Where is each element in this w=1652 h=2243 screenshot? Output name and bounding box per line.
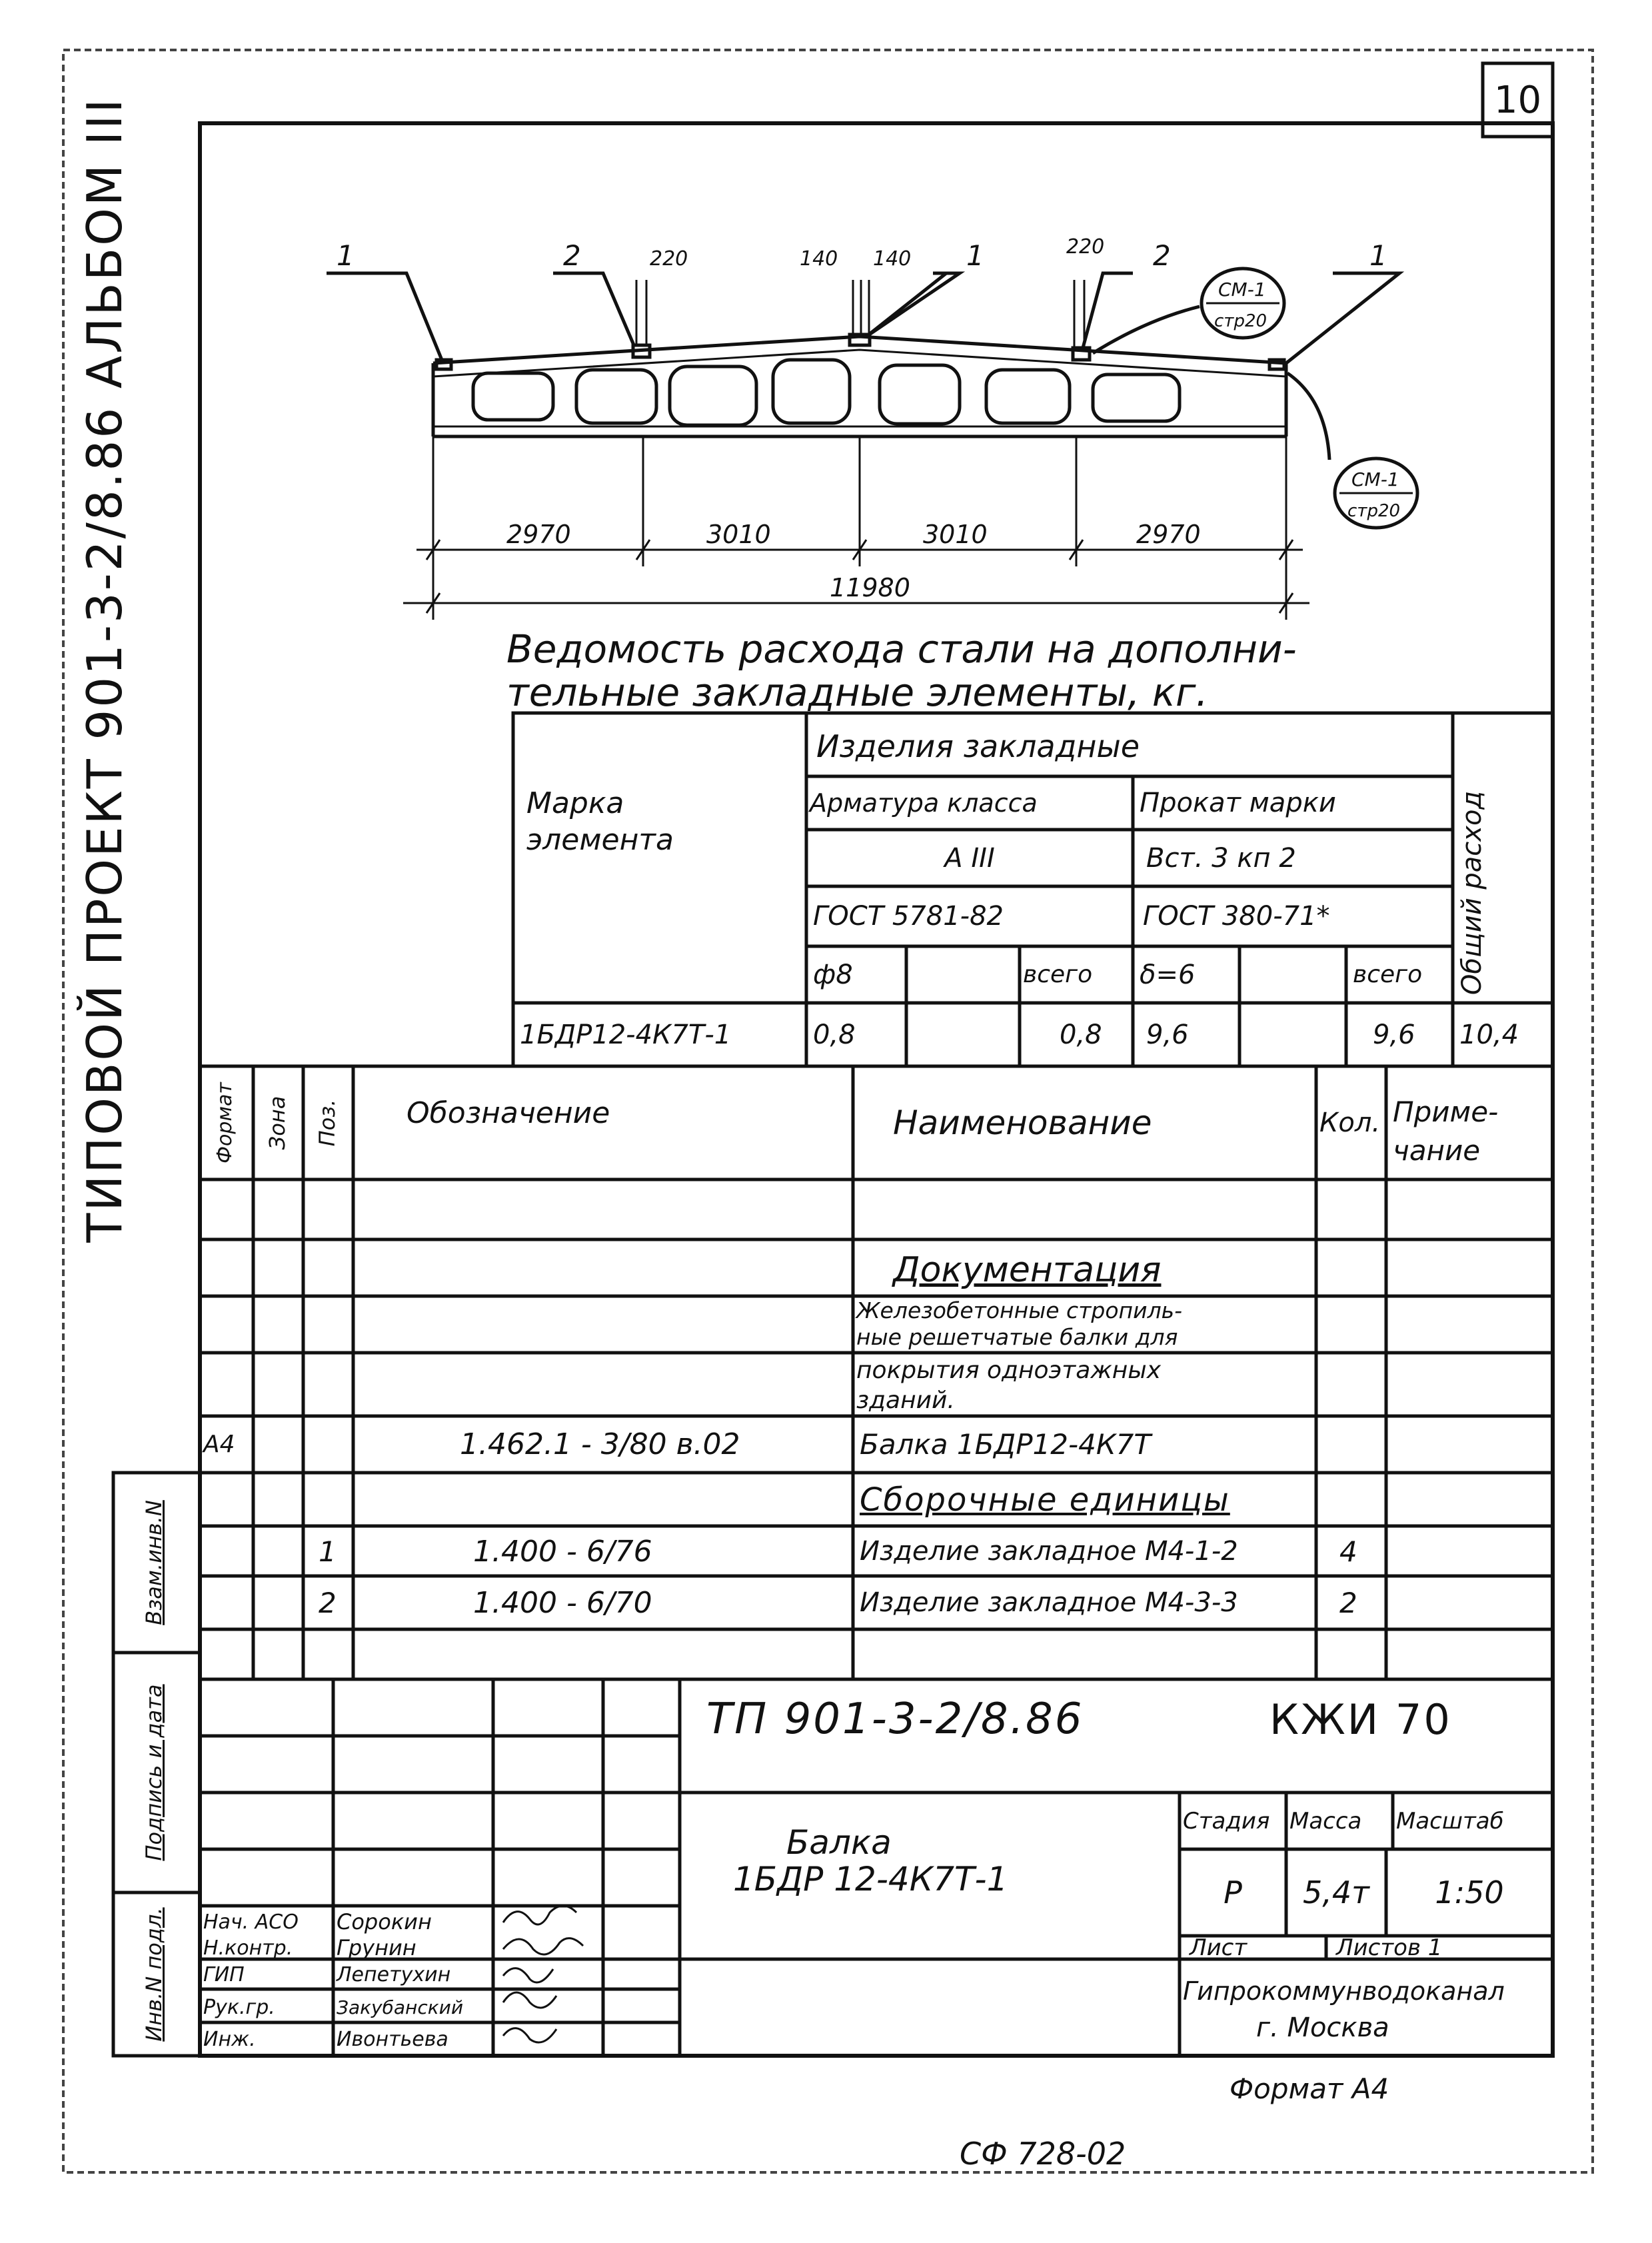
doc-code: ТП 901-3-2/8.86 (706, 1695, 1084, 1744)
r-format: А4 (203, 1431, 235, 1458)
beam-opening (670, 367, 756, 425)
scale-value: 1:50 (1435, 1874, 1504, 1910)
beam-opening (473, 373, 553, 420)
signature (503, 1992, 556, 2008)
dim-3010-right: 3010 (923, 520, 988, 549)
leader-label-1: 1 (337, 239, 355, 272)
rolled-type: Вст. 3 кп 2 (1146, 842, 1296, 874)
total-header: Общий расход (1457, 790, 1487, 996)
dim-220-right: 220 (1066, 235, 1105, 259)
beam-opening (986, 370, 1070, 423)
mass-label: Масса (1289, 1807, 1362, 1835)
ref-leader (1287, 373, 1329, 460)
row-d8: 0,8 (813, 1019, 856, 1050)
staff-role-3: ГИП (203, 1962, 245, 1986)
docs-text-3: покрытия одноэтажных (856, 1356, 1162, 1384)
signature (503, 1968, 553, 1982)
section-assembly: Сборочные единицы (860, 1481, 1230, 1519)
staff-name-3: Лепетухин (337, 1962, 451, 1986)
h-name: Наименование (893, 1104, 1152, 1142)
object-name-1: Балка (786, 1823, 892, 1862)
row-t6: 9,6 (1146, 1019, 1189, 1050)
leader-line (1286, 273, 1399, 363)
steel-table-title-1: Ведомость расхода стали на дополни- (506, 626, 1297, 672)
h-qty: Кол. (1319, 1108, 1381, 1138)
beam-opening (880, 365, 960, 424)
col-total-rebar: всего (1023, 961, 1093, 988)
margin-inv: Инв.N подл. (141, 1907, 167, 2042)
beam-opening (773, 360, 850, 423)
leader-line (1083, 273, 1133, 348)
section-docs: Документация (893, 1250, 1162, 1290)
col-d8: ф8 (813, 959, 853, 990)
dim-3010-left: 3010 (706, 520, 771, 549)
mark-header-2: элемента (526, 822, 674, 857)
h-format: Формат (213, 1082, 237, 1163)
drawing-frame (200, 123, 1553, 2056)
r-designation: 1.462.1 - 3/80 в.02 (460, 1427, 740, 1461)
leader-label-2b: 2 (1153, 239, 1171, 272)
row-total-rolled: 9,6 (1373, 1019, 1415, 1050)
item-1-qty: 4 (1339, 1535, 1357, 1568)
signature (503, 2028, 556, 2042)
item-2-designation: 1.400 - 6/70 (473, 1585, 652, 1620)
staff-role-4: Рук.гр. (203, 1995, 275, 2019)
rolled-gost: ГОСТ 380-71* (1143, 901, 1330, 932)
col-t6: δ=6 (1140, 959, 1196, 990)
r-name: Балка 1БДР12-4К7Т (860, 1428, 1152, 1461)
leader-label-2: 2 (563, 239, 581, 272)
rebar-gost: ГОСТ 5781-82 (813, 901, 1004, 932)
sheet-number: 10 (1493, 78, 1542, 122)
staff-name-1: Сорокин (337, 1909, 432, 1934)
margin-podpis: Подпись и дата (141, 1684, 167, 1861)
item-2-name: Изделие закладное М4-3-3 (860, 1587, 1238, 1618)
stage-label: Стадия (1183, 1807, 1270, 1835)
rebar-type: А III (944, 842, 995, 874)
leader-label-1c: 1 (1369, 239, 1387, 272)
dim-2970-right: 2970 (1136, 520, 1201, 549)
leader-line (553, 273, 634, 347)
leader-line (327, 273, 443, 363)
docs-text-2: ные решетчатые балки для (856, 1323, 1178, 1350)
dim-2970-left: 2970 (506, 520, 571, 549)
scale-label: Масштаб (1396, 1807, 1504, 1835)
h-designation: Обозначение (407, 1096, 610, 1130)
leader-label-1b: 1 (966, 239, 984, 272)
staff-role-5: Инж. (203, 2027, 256, 2051)
org-name: Гипрокоммунводоканал (1183, 1976, 1505, 2006)
beam-opening (576, 370, 656, 423)
item-1-name: Изделие закладное М4-1-2 (860, 1536, 1238, 1567)
row-total: 10,4 (1459, 1019, 1519, 1050)
col-total-rolled: всего (1353, 961, 1423, 988)
rolled-grade-header: Прокат марки (1140, 788, 1336, 818)
h-zone: Зона (265, 1096, 290, 1150)
item-1-designation: 1.400 - 6/76 (473, 1534, 652, 1569)
bottom-code: СФ 728-02 (960, 2136, 1126, 2172)
beam-opening (1093, 374, 1180, 421)
dim-140-left: 140 (800, 247, 838, 271)
staff-name-5: Ивонтьева (337, 2027, 448, 2051)
dim-140-right: 140 (873, 247, 912, 271)
item-1-pos: 1 (319, 1535, 337, 1568)
row-mark: 1БДР12-4К7Т-1 (520, 1019, 732, 1050)
staff-role-2: Н.контр. (203, 1936, 293, 1960)
mass-value: 5,4т (1303, 1874, 1369, 1910)
item-2-pos: 2 (319, 1586, 337, 1619)
group-header: Изделия закладные (816, 728, 1140, 764)
sheet-code: КЖИ 70 (1269, 1695, 1452, 1744)
docs-text-4: зданий. (856, 1386, 955, 1414)
docs-text-1: Железобетонные стропиль- (856, 1297, 1183, 1323)
signature (503, 1938, 583, 1954)
dim-11980: 11980 (830, 573, 910, 602)
stage-value: Р (1224, 1874, 1242, 1910)
object-name-2: 1БДР 12-4К7Т-1 (733, 1860, 1008, 1898)
margin-vzam: Взам.инв.N (141, 1500, 167, 1625)
ref-callout-1-bottom: стр20 (1214, 311, 1267, 331)
steel-table-title-2: тельные закладные элементы, кг. (506, 670, 1208, 715)
staff-role-1: Нач. АСО (203, 1910, 299, 1934)
signature (503, 1906, 576, 1924)
h-note: Приме- чание (1393, 1096, 1499, 1167)
ref-callout-2-top: СМ-1 (1351, 468, 1399, 490)
format-note: Формат А4 (1230, 2072, 1389, 2105)
org-city: г. Москва (1256, 2012, 1389, 2043)
staff-name-2: Грунин (337, 1935, 416, 1960)
row-total-rebar: 0,8 (1060, 1019, 1102, 1050)
sheets-label: Листов 1 (1336, 1934, 1443, 1961)
ref-callout-2-bottom: стр20 (1347, 501, 1401, 521)
dim-220-left: 220 (650, 247, 688, 271)
leader-line (866, 273, 946, 337)
sheet-label: Лист (1190, 1934, 1247, 1961)
ref-leader (1093, 307, 1200, 353)
mark-header-1: Марка (526, 786, 624, 820)
h-pos: Поз. (315, 1099, 340, 1147)
item-2-qty: 2 (1339, 1586, 1357, 1619)
side-project-title: ТИПОВОЙ ПРОЕКТ 901-3-2/8.86 АЛЬБОМ III (77, 97, 133, 1243)
rebar-class-header: Арматура класса (810, 788, 1038, 818)
ref-callout-1-top: СМ-1 (1218, 279, 1266, 301)
staff-name-4: Закубанский (337, 1996, 464, 2018)
